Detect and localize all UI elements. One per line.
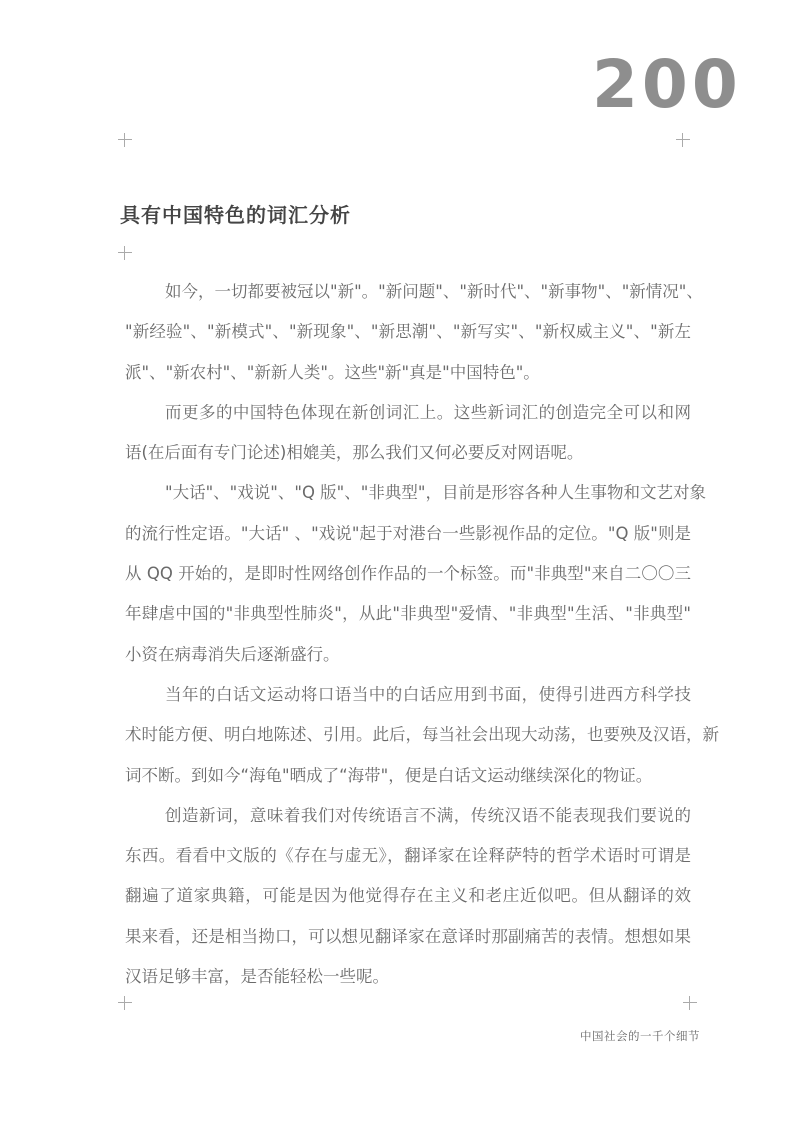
text-line: "大话"、"戏说"、"Q 版"、"非典型"，目前是形容各种人生事物和文艺对象 (165, 483, 706, 503)
text-line: 术时能方便、明白地陈述、引用。此后，每当社会出现大动荡，也要殃及汉语，新 (125, 725, 719, 745)
text-line: 翻遍了道家典籍，可能是因为他觉得存在主义和老庄近似吧。但从翻译的效 (125, 886, 691, 906)
paragraph (125, 473, 706, 674)
paragraph (125, 272, 703, 393)
text-line: 词不断。到如今“海龟"晒成了“海带"，便是白话文运动继续深化的物证。 (125, 765, 653, 785)
text-line: 而更多的中国特色体现在新创词汇上。这些新词汇的创造完全可以和网 (165, 402, 691, 422)
text-line: 汉语足够丰富，是否能轻松一些呢。 (125, 967, 389, 987)
article-body (125, 272, 719, 997)
paragraph (125, 675, 719, 796)
crop-mark (118, 133, 132, 147)
page-number: 200 (592, 46, 742, 123)
text-line: 语(在后面有专门论述)相媲美，那么我们又何必要反对网语呢。 (125, 443, 584, 463)
paragraph (125, 796, 691, 997)
text-line: 从 QQ 开始的，是即时性网络创作作品的一个标签。而"非典型"来自二〇〇三 (125, 564, 691, 584)
section-title: 具有中国特色的词汇分析 (120, 203, 351, 227)
crop-mark (676, 133, 690, 147)
text-line: 如今，一切都要被冠以"新"。"新问题"、"新时代"、"新事物"、"新情况"、 (165, 282, 703, 301)
text-line: 果来看，还是相当拗口，可以想见翻译家在意译时那副痛苦的表情。想想如果 (125, 926, 691, 946)
crop-mark (118, 996, 132, 1010)
crop-mark (683, 996, 697, 1010)
text-line: 当年的白话文运动将口语当中的白话应用到书面，使得引进西方科学技 (165, 684, 691, 704)
text-line: 年肆虐中国的"非典型性肺炎"，从此"非典型"爱情、"非典型"生活、"非典型" (125, 604, 691, 624)
text-line: 东西。看看中文版的《存在与虚无》，翻译家在诠释萨特的哲学术语时可谓是 (125, 846, 691, 866)
paragraph (125, 393, 691, 474)
text-line: "新经验"、"新模式"、"新现象"、"新思潮"、"新写实"、"新权威主义"、"新左 (125, 322, 691, 342)
running-footer: 中国社会的一千个细节 (580, 1029, 700, 1043)
crop-mark (118, 246, 132, 260)
text-line: 派"、"新农村"、"新新人类"。这些"新"真是"中国特色"。 (125, 362, 540, 382)
text-line: 小资在病毒消失后逐渐盛行。 (125, 644, 340, 664)
text-line: 的流行性定语。"大话" 、"戏说"起于对港台一些影视作品的定位。"Q 版"则是 (125, 523, 691, 543)
text-line: 创造新词，意味着我们对传统语言不满，传统汉语不能表现我们要说的 (165, 805, 691, 825)
